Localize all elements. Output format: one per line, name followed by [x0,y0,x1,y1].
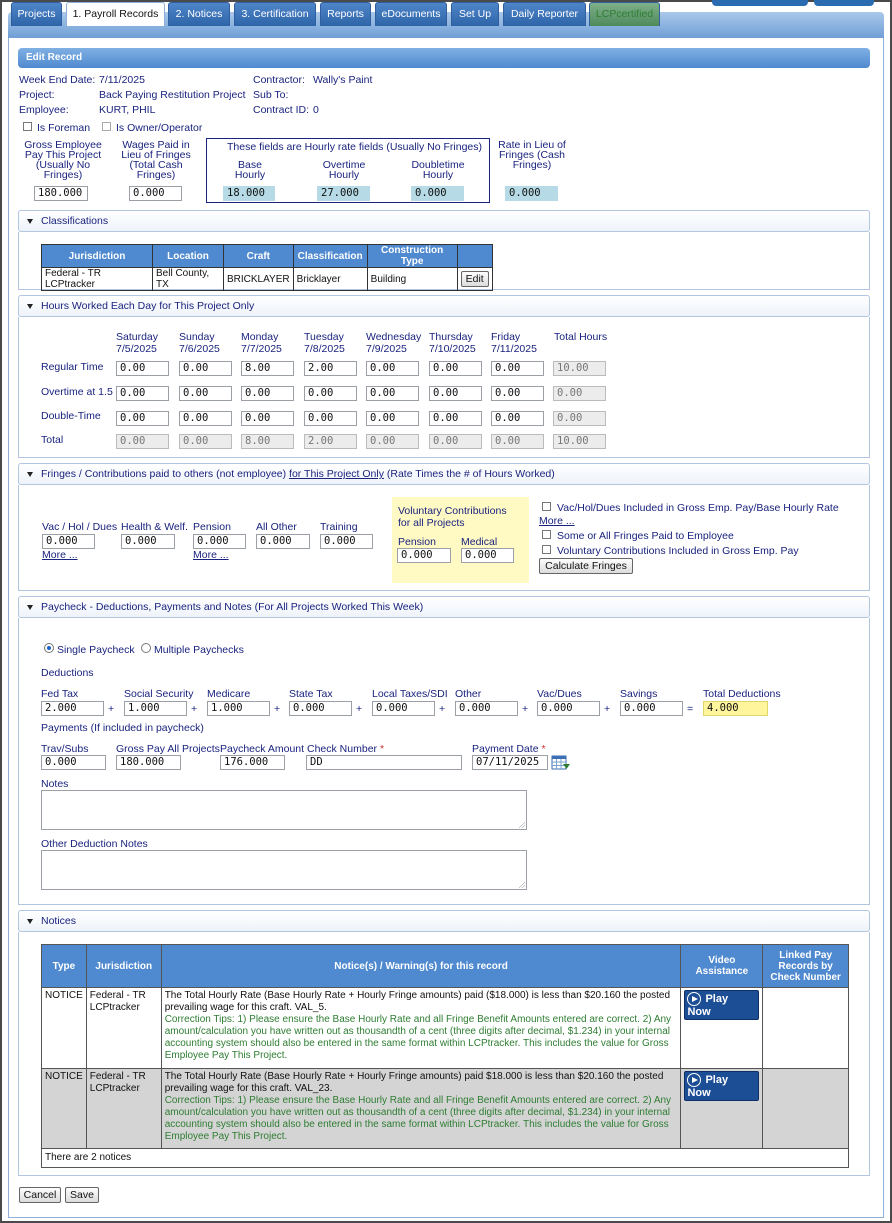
health-welf-label: Health & Welf. [121,521,188,533]
collapse-icon [27,472,33,477]
hours-total-cell: 0.00 [179,434,232,449]
overtime-hourly-label: Overtime Hourly [322,159,366,181]
deduction-label: State Tax [289,688,333,700]
voluntary-title: Voluntary Contributions for all Projects [398,505,507,529]
total-deductions-value: 4.000 [703,701,768,716]
cell-construction-type: Building [367,268,457,291]
top-buttons [712,0,874,6]
fringes-header[interactable] [18,463,870,485]
other-deduction-notes-label: Other Deduction Notes [41,838,148,850]
tab-edocuments[interactable]: eDocuments [375,2,447,26]
edit-record-header: Edit Record [18,48,870,68]
total-deductions-label: Total Deductions [703,688,781,700]
deduction-label: Vac/Dues [537,688,582,700]
total-hours-header: Total Hours [554,331,608,343]
hours-input[interactable]: 0.00 [366,361,419,376]
notices-count: There are 2 notices [42,1149,849,1168]
day-date: 7/6/2025 [179,343,220,355]
is-owner-label: Is Owner/Operator [116,122,203,134]
day-date: 7/7/2025 [241,343,282,355]
hours-total-cell: 0.00 [429,434,482,449]
notice-message: The Total Hourly Rate (Base Hourly Rate + Hourly Fringe amounts) paid $18.000 is less than $20.160 the posted prevailing wage for this craft. VAL_23. [164,1071,664,1094]
deduction-input[interactable]: 0.000 [372,701,435,716]
paycheck-amount-input[interactable]: 176.000 [220,755,285,770]
edit-classification-button[interactable]: Edit [461,271,489,287]
video-cell [681,1069,763,1149]
week-end-date-label: Week End Date: [19,74,96,86]
classifications-table [41,244,493,291]
hours-row-total: 0.00 [553,386,606,401]
deduction-label: Social Security [124,688,194,700]
fringes-paid-label: Some or All Fringes Paid to Employee [557,530,734,542]
multiple-paychecks-radio[interactable] [141,643,151,653]
play-icon [687,1073,701,1087]
voluntary-included-checkbox[interactable] [542,545,551,554]
day-date: 7/5/2025 [116,343,157,355]
hours-row-label: Overtime at 1.5 [41,386,113,398]
plus-sign: + [439,703,446,715]
fringes-paid-checkbox[interactable] [542,530,551,539]
col-classification: Classification [293,245,367,268]
top-button-2[interactable] [814,0,874,6]
table-row [42,268,493,291]
deduction-label: Other [455,688,482,700]
hours-input[interactable]: 0.00 [116,411,169,426]
table-header-row [42,245,493,268]
col-craft: Craft [224,245,294,268]
trav-subs-label: Trav/Subs [41,743,89,755]
contractor-label: Contractor: [253,74,305,86]
check-number-label: Check Number * [307,743,385,755]
vac-hol-dues-label: Vac / Hol / Dues [42,521,118,533]
base-hourly-input[interactable]: 18.000 [223,186,275,201]
col-linked-pay-records: Linked Pay Records by Check Number [763,945,849,988]
notice-tip: Correction Tips: 1) Please ensure the Base Hourly Rate and all Fringe Benefit Amounts entered are correct. 2) Any amount/calculation you have written out as thousandth of a cent (three digits after decimal, $1.234) in your internal accounting system should also be entered in the same format within LCPtracker. This includes the value for Gross Employee Pay This Project. [164,1014,672,1061]
notes-label: Notes [41,778,69,790]
notice-tip: Correction Tips: 1) Please ensure the Base Hourly Rate and all Fringe Benefit Amounts entered are correct. 2) Any amount/calculation you have written out as thousandth of a cent (three digits after decimal, $1.234) in your internal accounting system should also be entered in the same format within LCPtracker. This includes the value for Gross Employee Pay This Project. [164,1095,672,1142]
tab-daily-reporter[interactable]: Daily Reporter [503,2,586,26]
payments-label: Payments (If included in paycheck) [41,722,204,734]
hours-input[interactable]: 0.00 [429,361,482,376]
week-end-date-value: 7/11/2025 [99,74,145,86]
video-cell [681,988,763,1069]
overtime-hourly-input[interactable]: 27.000 [317,186,370,201]
col-construction-type: Construction Type [367,245,457,268]
hours-row-total: 0.00 [553,411,606,426]
hours-header[interactable] [18,295,870,317]
employee-value: KURT, PHIL [99,104,156,116]
fringes-title-underline: for This Project Only [289,468,384,480]
tab-certification[interactable]: 3. Certification [234,2,316,26]
vac-more-link[interactable]: More ... [42,549,78,561]
tab-lcpcertified[interactable]: LCPcertified [589,2,660,26]
is-foreman-checkbox[interactable] [23,122,32,131]
vol-pension-label: Pension [398,536,436,548]
hours-row-label: Double-Time [41,410,101,422]
hourly-fields-title: These fields are Hourly rate fields (Usually No Fringes) [227,141,483,153]
vol-pension-input[interactable]: 0.000 [397,548,451,563]
day-header: Friday [491,331,521,343]
tab-projects[interactable]: Projects [11,2,62,26]
plus-sign: + [274,703,281,715]
play-now-button[interactable] [684,1071,759,1101]
play-now-label: Play Now [687,1073,729,1099]
day-date: 7/10/2025 [429,343,476,355]
cell-jurisdiction: Federal - TR LCPtracker [42,268,153,291]
hours-input[interactable]: 0.00 [241,411,294,426]
cell-classification: Bricklayer [293,268,367,291]
single-paycheck-radio[interactable] [44,643,54,653]
training-input[interactable]: 0.000 [320,534,373,549]
play-icon [687,992,701,1006]
contract-id-value: 0 [313,104,319,116]
vac-hol-dues-input[interactable]: 0.000 [42,534,95,549]
payment-date-label: Payment Date * [472,743,546,755]
doubletime-hourly-input[interactable]: 0.000 [411,186,464,201]
health-welf-input[interactable]: 0.000 [121,534,175,549]
hours-input[interactable]: 0.00 [179,411,232,426]
calendar-icon[interactable] [551,755,571,771]
cell-location: Bell County, TX [153,268,224,291]
gross-all-input[interactable]: 180.000 [116,755,181,770]
hours-input[interactable]: 0.00 [116,361,169,376]
save-button[interactable]: Save [65,1187,99,1203]
deduction-label: Local Taxes/SDI [372,688,448,700]
hours-input[interactable]: 0.00 [116,386,169,401]
contract-id-label: Contract ID: [253,104,310,116]
notices-table [41,944,849,1168]
day-date: 7/11/2025 [491,343,537,355]
notices-header[interactable] [18,910,870,932]
collapse-icon [27,919,33,924]
sub-to-label: Sub To: [253,89,289,101]
hours-input[interactable]: 0.00 [366,411,419,426]
pension-input[interactable]: 0.000 [193,534,246,549]
hours-input[interactable]: 0.00 [179,361,232,376]
classifications-title: Classifications [41,215,109,227]
doubletime-hourly-label: Doubletime Hourly [411,159,465,181]
employee-label: Employee: [19,104,69,116]
cell-craft: BRICKLAYER [224,268,294,291]
vac-included-more-link[interactable]: More ... [539,515,575,527]
plus-sign: + [108,703,115,715]
deduction-label: Fed Tax [41,688,79,700]
notices-title: Notices [41,915,77,927]
tab-reports[interactable]: Reports [320,2,371,26]
cancel-button[interactable]: Cancel [19,1187,61,1203]
paycheck-title: Paycheck - Deductions, Payments and Notes (For All Projects Worked This Week) [41,601,424,613]
col-notices: Notice(s) / Warning(s) for this record [161,945,681,988]
cell-edit [457,268,492,291]
deduction-input[interactable]: 2.000 [41,701,104,716]
resize-grip-icon[interactable] [519,882,525,888]
day-header: Monday [241,331,279,343]
vac-included-checkbox[interactable] [542,502,551,511]
hours-input[interactable]: 0.00 [304,386,357,401]
hours-row-label: Regular Time [41,361,104,373]
col-video-assistance: Video Assistance [681,945,763,988]
notice-row [42,1069,849,1149]
day-header: Wednesday [366,331,422,343]
collapse-icon [27,304,33,309]
hours-total-cell: 0.00 [116,434,169,449]
hours-title: Hours Worked Each Day for This Project Only [41,300,255,312]
hours-input[interactable]: 0.00 [366,386,419,401]
top-button-1[interactable] [712,0,808,6]
plus-sign: + [356,703,363,715]
hours-input[interactable]: 0.00 [491,411,544,426]
col-actions [457,245,492,268]
deduction-input[interactable]: 0.000 [289,701,352,716]
resize-grip-icon[interactable] [519,822,525,828]
is-owner-checkbox[interactable] [102,122,111,131]
wages-lieu-input[interactable]: 0.000 [129,186,182,201]
plus-sign: + [191,703,198,715]
play-now-label: Play Now [687,992,729,1018]
plus-sign: + [604,703,611,715]
classifications-header[interactable] [18,210,870,232]
base-hourly-label: Base Hourly [234,159,266,181]
tab-notices[interactable]: 2. Notices [168,2,230,26]
deduction-input[interactable]: 0.000 [455,701,518,716]
linked-records-cell [763,988,849,1069]
is-foreman-label: Is Foreman [37,122,91,134]
linked-records-cell [763,1069,849,1149]
deduction-label: Medicare [207,688,251,700]
paycheck-header[interactable] [18,596,870,618]
collapse-icon [27,219,33,224]
contractor-value: Wally's Paint [313,74,373,86]
vac-included-label: Vac/Hol/Dues Included in Gross Emp. Pay/Base Hourly Rate [557,502,839,514]
deduction-label: Savings [620,688,658,700]
hours-input[interactable]: 2.00 [304,361,357,376]
hours-row-total: 10.00 [553,361,606,376]
plus-sign: + [522,703,529,715]
hours-total-cell: 2.00 [304,434,357,449]
all-other-input[interactable]: 0.000 [256,534,310,549]
col-location: Location [153,245,224,268]
notice-row [42,988,849,1069]
deduction-input[interactable]: 1.000 [207,701,270,716]
vol-medical-input[interactable]: 0.000 [461,548,514,563]
hours-input[interactable]: 0.00 [491,386,544,401]
tab-setup[interactable]: Set Up [451,2,499,26]
hours-input[interactable]: 0.00 [491,361,544,376]
hours-total-cell: 8.00 [241,434,294,449]
check-number-input[interactable]: DD [306,755,462,770]
deduction-input[interactable]: 0.000 [620,701,683,716]
multiple-paychecks-label: Multiple Paychecks [154,644,244,656]
equals-sign: = [687,703,694,715]
voluntary-included-label: Voluntary Contributions Included in Gross Emp. Pay [557,545,799,557]
other-deduction-notes-textarea[interactable] [41,850,527,890]
wages-lieu-label: Wages Paid in Lieu of Fringes (Total Cash Fringes) [121,139,191,181]
notice-message: The Total Hourly Rate (Base Hourly Rate + Hourly Fringe amounts) paid ($18.000) is less than $20.160 the posted prevailing wage for this craft. VAL_5. [164,990,671,1013]
single-paycheck-label: Single Paycheck [57,644,135,656]
hours-input[interactable]: 0.00 [429,411,482,426]
tab-payroll-records[interactable]: 1. Payroll Records [66,2,165,26]
deductions-label: Deductions [41,667,94,679]
training-label: Training [320,521,358,533]
trav-subs-input[interactable]: 0.000 [41,755,106,770]
fringes-title-post: (Rate Times the # of Hours Worked) [383,468,555,480]
project-label: Project: [19,89,55,101]
day-header: Thursday [429,331,473,343]
hours-input[interactable]: 0.00 [429,386,482,401]
hours-row-label: Total [41,434,64,446]
hours-input[interactable]: 0.00 [179,386,232,401]
rate-in-lieu-label: Rate in Lieu of Fringes (Cash Fringes) [498,139,566,171]
rate-in-lieu-input[interactable]: 0.000 [505,186,558,201]
fringes-title-pre: Fringes / Contributions paid to others (not employee) [41,468,290,480]
calculate-fringes-button[interactable]: Calculate Fringes [539,558,633,574]
notice-message-cell [161,1069,681,1149]
notice-jurisdiction: Federal - TR LCPtracker [86,1069,161,1149]
deduction-input[interactable]: 0.000 [537,701,600,716]
gross-pay-label: Gross Employee Pay This Project (Usually No Fringes) [24,139,102,181]
hours-total-cell: 0.00 [491,434,544,449]
check-number-text: Check Number [307,743,378,755]
play-now-button[interactable] [684,990,759,1020]
notice-jurisdiction: Federal - TR LCPtracker [86,988,161,1069]
pension-label: Pension [193,521,231,533]
day-date: 7/9/2025 [366,343,407,355]
col-jurisdiction: Jurisdiction [86,945,161,988]
pension-more-link[interactable]: More ... [193,549,229,561]
payment-date-input[interactable]: 07/11/2025 [472,755,548,770]
collapse-icon [27,605,33,610]
notice-message-cell [161,988,681,1069]
hours-row-total: 10.00 [553,434,606,449]
notices-count-row [42,1149,849,1168]
hours-total-cell: 0.00 [366,434,419,449]
hours-input[interactable]: 0.00 [241,386,294,401]
payment-date-text: Payment Date [472,743,539,755]
all-other-label: All Other [256,521,297,533]
day-header: Saturday [116,331,159,343]
notice-type: NOTICE [42,988,87,1069]
day-header: Tuesday [304,331,344,343]
vol-medical-label: Medical [461,536,498,548]
notice-type: NOTICE [42,1069,87,1149]
notes-textarea[interactable] [41,790,527,830]
col-type: Type [42,945,87,988]
paycheck-amount-label: Paycheck Amount [220,743,305,755]
col-jurisdiction: Jurisdiction [42,245,153,268]
project-value: Back Paying Restitution Project [99,89,246,101]
gross-all-label: Gross Pay All Projects [116,743,220,755]
gross-pay-input[interactable]: 180.000 [34,186,88,201]
day-date: 7/8/2025 [304,343,345,355]
deduction-input[interactable]: 1.000 [124,701,187,716]
hours-input[interactable]: 0.00 [304,411,357,426]
day-header: Sunday [179,331,215,343]
notices-header-row [42,945,849,988]
hours-input[interactable]: 8.00 [241,361,294,376]
